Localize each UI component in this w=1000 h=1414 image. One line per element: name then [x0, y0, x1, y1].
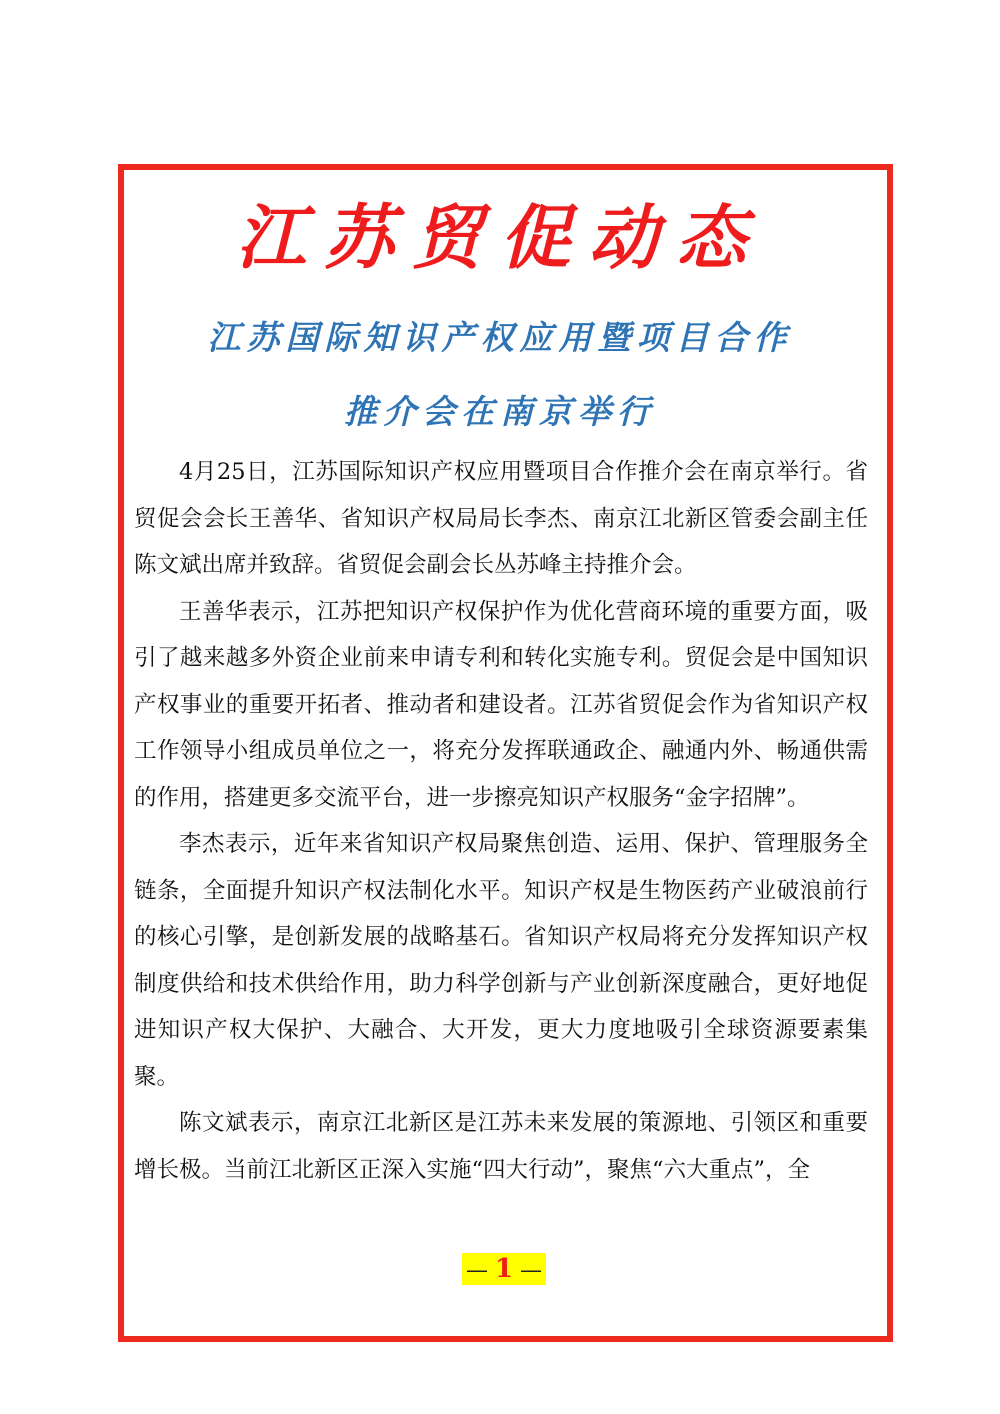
article-body — [134, 449, 868, 1193]
page-number-badge — [462, 1253, 546, 1285]
paragraph-3: 李杰表示，近年来省知识产权局聚焦创造、运用、保护、管理服务全链条，全面提升知识产权法制化水平。知识产权是生物医药产业破浪前行的核心引擎，是创新发展的战略基石。省知识产权局将充分发挥知识产权制度供给和技术供给作用，助力科学创新与产业创新深度融合，更好地促进知识产权大保护、大融合、大开发，更大力度地吸引全球资源要素集聚。 — [134, 831, 868, 1090]
paragraph-1: 4月25日，江苏国际知识产权应用暨项目合作推介会在南京举行。省贸促会会长王善华、省知识产权局局长李杰、南京江北新区管委会副主任陈文斌出席并致辞。省贸促会副会长丛苏峰主持推介会。 — [134, 459, 868, 578]
paragraph-4: 陈文斌表示，南京江北新区是江苏未来发展的策源地、引领区和重要增长极。当前江北新区正深入实施“四大行动”，聚焦“六大重点”，全 — [134, 1110, 868, 1183]
page-number-dash-left: — — [465, 1258, 488, 1283]
page-number: 1 — [494, 1254, 514, 1284]
paragraph-2: 王善华表示，江苏把知识产权保护作为优化营商环境的重要方面，吸引了越来越多外资企业前来申请专利和转化实施专利。贸促会是中国知识产权事业的重要开拓者、推动者和建设者。江苏省贸促会作为省知识产权工作领导小组成员单位之一，将充分发挥联通政企、融通内外、畅通供需的作用，搭建更多交流平台，进一步擦亮知识产权服务“金字招牌”。 — [134, 598, 868, 811]
masthead-title: 江苏贸促动态 — [236, 196, 764, 279]
headline-line-1: 江苏国际知识产权应用暨项目合作 — [207, 318, 793, 357]
page-number-dash-right: — — [520, 1258, 543, 1283]
headline-line-2: 推介会在南京举行 — [344, 392, 656, 431]
